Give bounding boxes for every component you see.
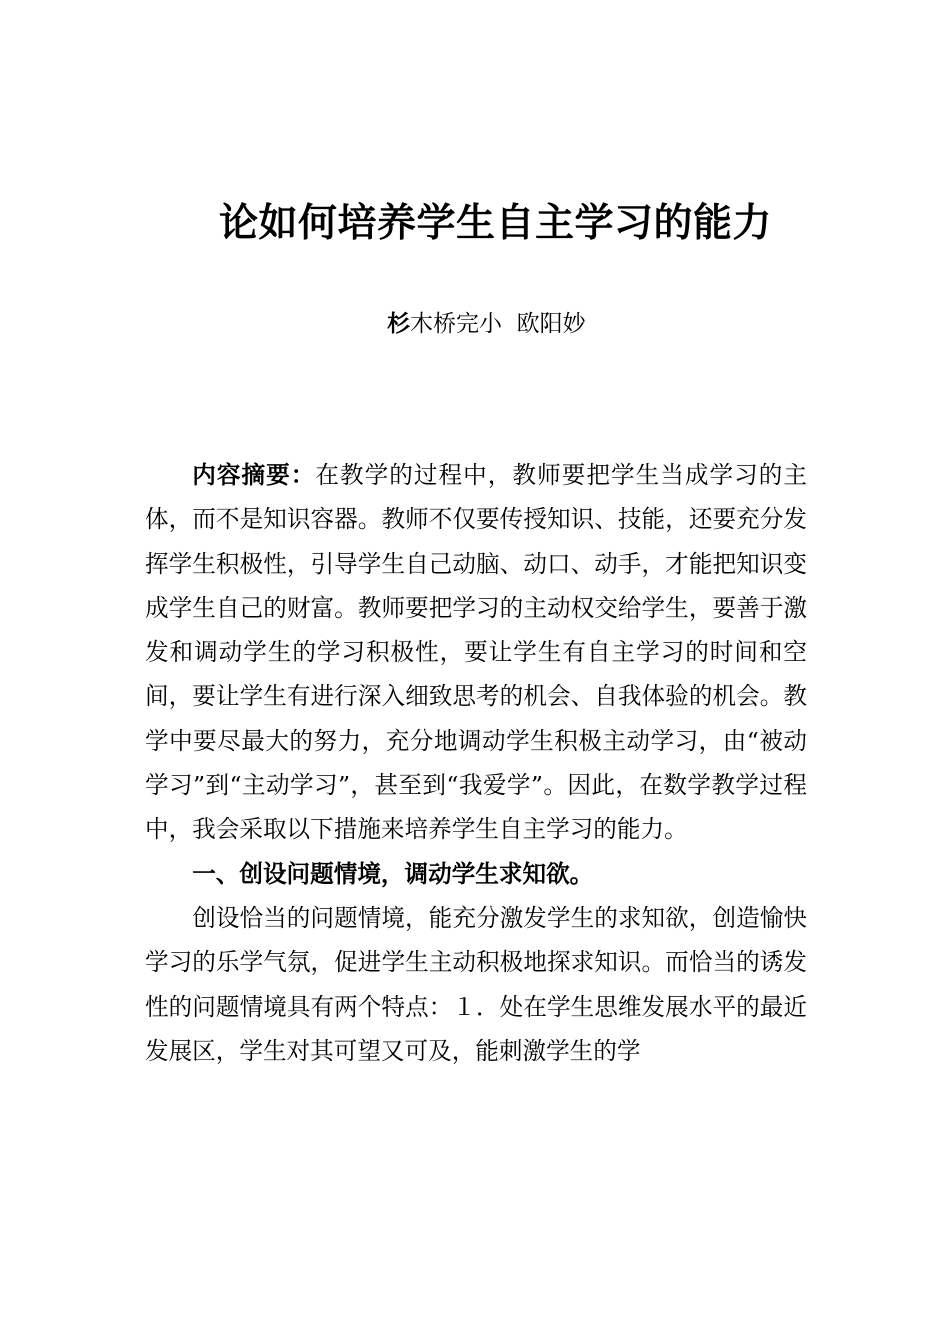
document-body [145, 453, 807, 1073]
section-heading-1: 一、创设问题情境，调动学生求知欲。 [192, 859, 594, 888]
abstract-label: 内容摘要： [192, 461, 316, 489]
author-school-first-char: 杉 [387, 310, 410, 337]
document-title: 论如何培养学生自主学习的能力 [219, 201, 773, 246]
abstract-paragraph [145, 453, 807, 852]
abstract-text: 在教学的过程中，教师要把学生当成学习的主体，而不是知识容器。教师不仅要传授知识、技能，还要充分发挥学生积极性，引导学生自己动脑、动口、动手，才能把知识变成学生自己的财富。教师要把学习的主动权交给学生，要善于激发和调动学生的学习积极性，要让学生有自主学习的时间和空间，要让学生有进行深入细致思考的机会、自我体验的机会。教学中要尽最大的努力，充分地调动学生积极主动学习，由“被动学习”到“主动学习”，甚至到“我爱学”。因此，在数学教学过程中，我会采取以下措施来培养学生自主学习的能力。 [145, 461, 807, 844]
section-paragraph-1: 创设恰当的问题情境，能充分激发学生的求知欲，创造愉快学习的乐学气氛，促进学生主动积极地探求知识。而恰当的诱发性的问题情境具有两个特点：１．处在学生思维发展水平的最近发展区，学生对其可望又可及，能刺激学生的学 [145, 903, 807, 1065]
author-school-and-name: 木桥完小 欧阳妙 [410, 311, 586, 337]
author-line [387, 306, 586, 342]
